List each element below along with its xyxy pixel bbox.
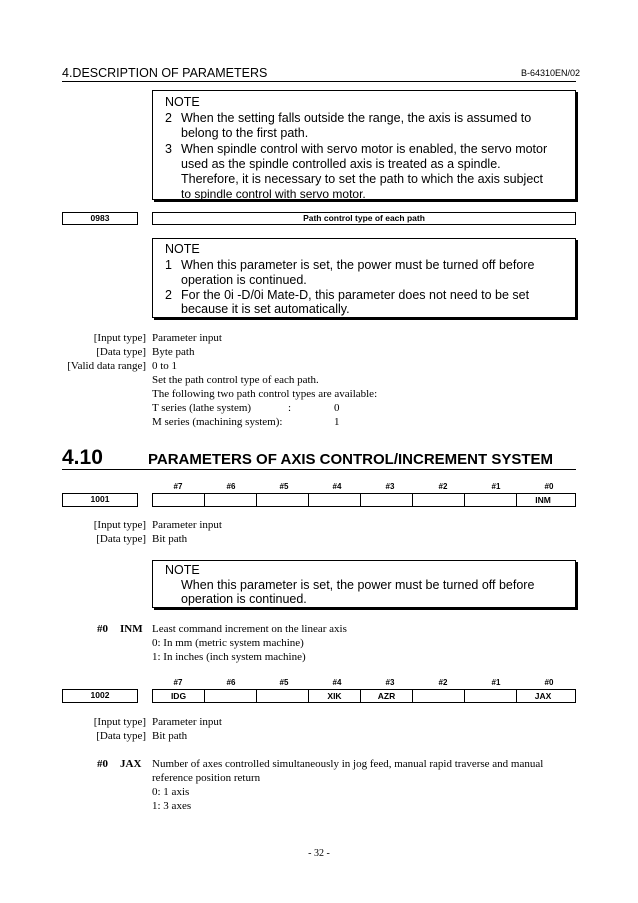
bit-cell [361, 494, 413, 506]
input-type-value: Parameter input [152, 332, 222, 344]
note-line: belong to the first path. [181, 126, 309, 140]
bit-header: #0 [544, 678, 554, 687]
data-type-label: [Data type] [96, 730, 146, 742]
input-type-label: [Input type] [93, 332, 146, 344]
input-type-label: [Input type] [93, 716, 146, 728]
section-number: 4.10 [62, 446, 103, 469]
bit-description: Number of axes controlled simultaneously in jog feed, manual rapid traverse and manual [152, 758, 544, 770]
bit-cell: AZR [361, 690, 413, 702]
bit-cell [465, 494, 517, 506]
bit-cell: IDG [153, 690, 205, 702]
page-header-title: 4.DESCRIPTION OF PARAMETERS [62, 66, 268, 80]
note-item-number: 1 [165, 258, 172, 272]
bit-row-1002 [152, 689, 576, 703]
bit-cell [205, 494, 257, 506]
input-type-label: [Input type] [93, 519, 146, 531]
note-line: used as the spindle controlled axis is treated as a spindle. [181, 157, 501, 171]
note-line: operation is continued. [181, 273, 307, 287]
bit-option: 0: In mm (metric system machine) [152, 637, 304, 649]
bit-number-label: #0 [97, 758, 108, 770]
parameter-number-box: 0983 [62, 212, 138, 225]
bit-cell: JAX [534, 691, 552, 701]
data-type-value: Bit path [152, 533, 188, 545]
bit-cell: XIK [309, 690, 361, 702]
bit-header: #2 [438, 482, 448, 491]
bit-cell [257, 494, 309, 506]
note-line: because it is set automatically. [181, 302, 350, 316]
note-box-2 [152, 238, 576, 318]
valid-range-value: 0 to 1 [152, 360, 178, 372]
parameter-title-box: Path control type of each path [152, 212, 576, 225]
bit-description: Least command increment on the linear axis [152, 623, 347, 635]
note-line: operation is continued. [181, 592, 307, 606]
bit-header: #7 [173, 482, 183, 491]
note-line: When this parameter is set, the power must be turned off before [181, 258, 535, 272]
bit-header: #7 [173, 678, 183, 687]
page-number: - 32 - [308, 848, 330, 859]
bit-row-1001 [152, 493, 576, 507]
bit-header: #5 [279, 678, 289, 687]
t-series-value: 0 [334, 402, 340, 414]
note-line: When this parameter is set, the power must be turned off before [181, 578, 535, 592]
note-line: When spindle control with servo motor is enabled, the servo motor [181, 142, 548, 156]
note-title: NOTE [165, 563, 200, 577]
input-type-value: Parameter input [152, 716, 222, 728]
bit-symbol-label: JAX [120, 758, 142, 770]
data-type-label: [Data type] [96, 346, 146, 358]
m-series-value: 1 [334, 416, 340, 428]
bit-cell [153, 494, 205, 506]
bit-cell [257, 690, 309, 702]
note-line: For the 0i -D/0i Mate-D, this parameter does not need to be set [181, 288, 530, 302]
bit-header: #3 [385, 678, 395, 687]
parameter-number-box: 1002 [62, 689, 138, 703]
note-line: Therefore, it is necessary to set the path to which the axis subject [181, 172, 543, 186]
bit-option: 0: 1 axis [152, 786, 190, 798]
bit-header: #5 [279, 482, 289, 491]
bit-header: #0 [544, 482, 554, 491]
bit-header: #2 [438, 678, 448, 687]
note-item-number: 3 [165, 142, 172, 156]
section-title: PARAMETERS OF AXIS CONTROL/INCREMENT SYSTEM [148, 451, 554, 468]
bit-option: 1: 3 axes [152, 800, 192, 812]
bit-cell [413, 494, 465, 506]
bit-description: reference position return [152, 772, 261, 784]
note-box-3 [152, 560, 576, 608]
note-title: NOTE [165, 242, 200, 256]
section-rule [62, 469, 576, 470]
document-code: B-64310EN/02 [521, 68, 581, 78]
bit-cell [205, 690, 257, 702]
bit-cell [413, 690, 465, 702]
bit-header: #4 [332, 482, 342, 491]
note-item-number: 2 [165, 288, 172, 302]
bit-header: #1 [491, 482, 501, 491]
data-type-label: [Data type] [96, 533, 146, 545]
bit-option: 1: In inches (inch system machine) [152, 651, 306, 663]
note-line: When the setting falls outside the range, the axis is assumed to [181, 111, 532, 125]
description-line: Set the path control type of each path. [152, 374, 319, 386]
bit-cell: INM [535, 495, 551, 505]
note-line: to spindle control with servo motor. [181, 187, 366, 201]
note-title: NOTE [165, 95, 200, 109]
bit-header: #6 [226, 678, 236, 687]
bit-header: #1 [491, 678, 501, 687]
bit-header: #4 [332, 678, 342, 687]
valid-range-label: [Valid data range] [67, 360, 146, 372]
header-rule [62, 81, 576, 82]
t-series-colon: : [288, 402, 292, 414]
m-series-label: M series (machining system): [152, 416, 283, 428]
note-box-1 [152, 90, 576, 200]
parameter-number-box: 1001 [62, 493, 138, 507]
bit-symbol-label: INM [120, 623, 143, 635]
bit-cell [309, 494, 361, 506]
t-series-label: T series (lathe system) [152, 402, 252, 414]
bit-header: #6 [226, 482, 236, 491]
bit-number-label: #0 [97, 623, 108, 635]
bit-header: #3 [385, 482, 395, 491]
data-type-value: Bit path [152, 730, 188, 742]
bit-cell [465, 690, 517, 702]
input-type-value: Parameter input [152, 519, 222, 531]
description-line: The following two path control types are available: [152, 388, 378, 400]
note-item-number: 2 [165, 111, 172, 125]
data-type-value: Byte path [152, 346, 195, 358]
